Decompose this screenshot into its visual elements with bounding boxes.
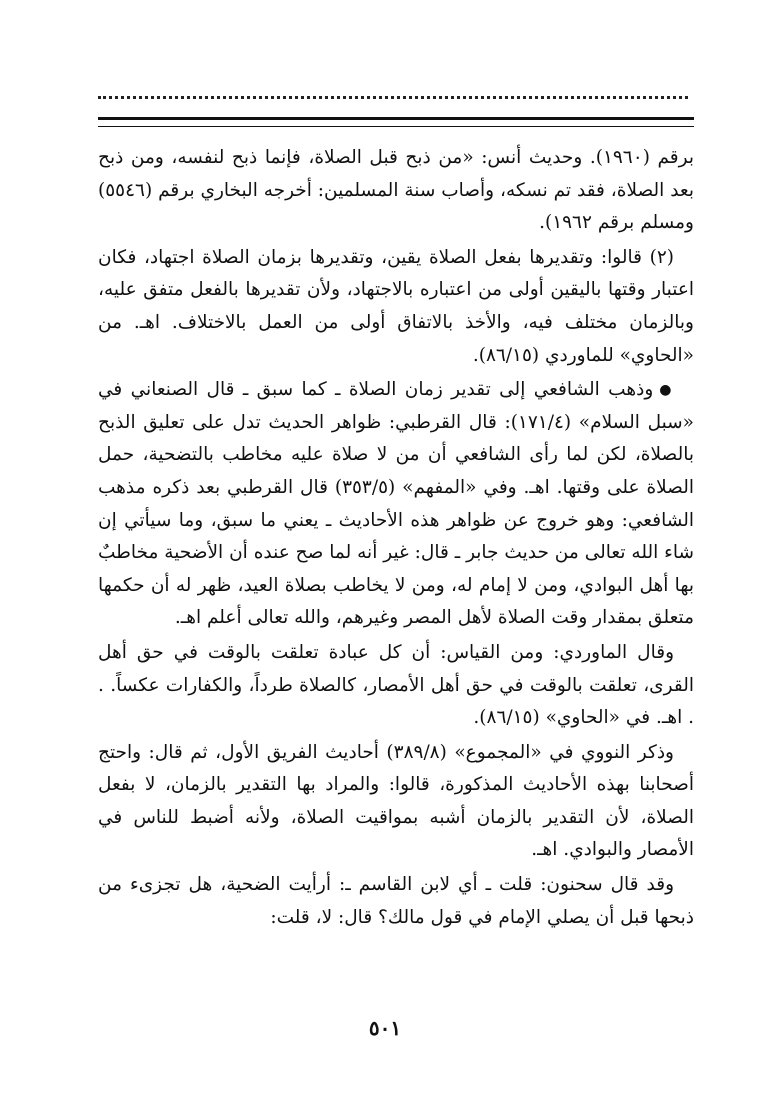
page-number: ٥٠١ xyxy=(368,1016,402,1040)
footnote-rule-thin xyxy=(98,126,694,127)
footnote-rule-thick xyxy=(98,117,694,120)
footnotes-body xyxy=(98,142,694,936)
bullet-marker: ● xyxy=(659,382,674,399)
footnote-paragraph-text: وذهب الشافعي إلى تقدير زمان الصلاة ـ كما سبق ـ قال الصنعاني في «سبل السلام» (١٧١/٤): قال القرطبي: ظواهر الحديث تدل على تعليق الذبح بالصلاة، لكن لما رأى الشافعي أن من لا صلاة عليه مخاطب بالتضحية، حمل الصلاة على وقتها. اهـ. وفي «المفهم» (٣٥٣/٥) قال القرطبي بعد ذكره مذهب الشافعي: وهو خروج عن ظواهر هذه الأحاديث ـ يعني ما سبق، وما سيأتي إن شاء الله تعالى من حديث جابر ـ قال: غير أنه لما صح عنده أن الأضحية مخاطبٌ بها أهل البوادي، ومن لا إمام له، ومن لا يخاطب بصلاة العيد، ظهر له أن حكمها متعلق بمقدار وقت الصلاة لأهل المصر وغيرهم، والله تعالى أعلم اهـ. xyxy=(98,379,694,629)
footnote-paragraph: وقال الماوردي: ومن القياس: أن كل عبادة تعلقت بالوقت في حق أهل القرى، تعلقت بالوقت في حق أهل الأمصار، كالصلاة طرداً، والكفارات عكساً. . . اهـ. في «الحاوي» (٨٦/١٥). xyxy=(98,641,694,729)
footnote-paragraph: وذكر النووي في «المجموع» (٣٨٩/٨) أحاديث الفريق الأول، ثم قال: واحتج أصحابنا بهذه الأحاديث المذكورة، قالوا: والمراد بها التقدير بالزمان، لا بفعل الصلاة، لأن التقدير بالزمان أشبه بمواقيت الصلاة، ولأنه أضبط للناس في الأمصار والبوادي. اهـ. xyxy=(98,741,694,861)
footnote-paragraph xyxy=(98,374,694,635)
footnote-paragraph: (٢) قالوا: وتقديرها بفعل الصلاة يقين، وتقديرها بزمان الصلاة اجتهاد، فكان اعتبار وقتها باليقين أولى من اعتباره بالاجتهاد، ولأن تقديرها بالفعل متفق عليه، وبالزمان مختلف فيه، والأخذ بالاتفاق أولى من العمل بالاختلاف. اهـ. من «الحاوي» للماوردي (٨٦/١٥). xyxy=(98,246,694,366)
footnote-paragraph: برقم (١٩٦٠). وحديث أنس: «من ذبح قبل الصلاة، فإنما ذبح لنفسه، ومن ذبح بعد الصلاة، فقد تم نسكه، وأصاب سنة المسلمين: أخرجه البخاري برقم (٥٥٤٦) ومسلم برقم ١٩٦٢). xyxy=(98,147,694,234)
footnote-paragraph: وقد قال سحنون: قلت ـ أي لابن القاسم ـ: أرأيت الضحية، هل تجزىء من ذبحها قبل أن يصلي الإمام في قول مالك؟ قال: لا، قلت: xyxy=(98,874,694,928)
dotted-separator xyxy=(98,86,688,99)
